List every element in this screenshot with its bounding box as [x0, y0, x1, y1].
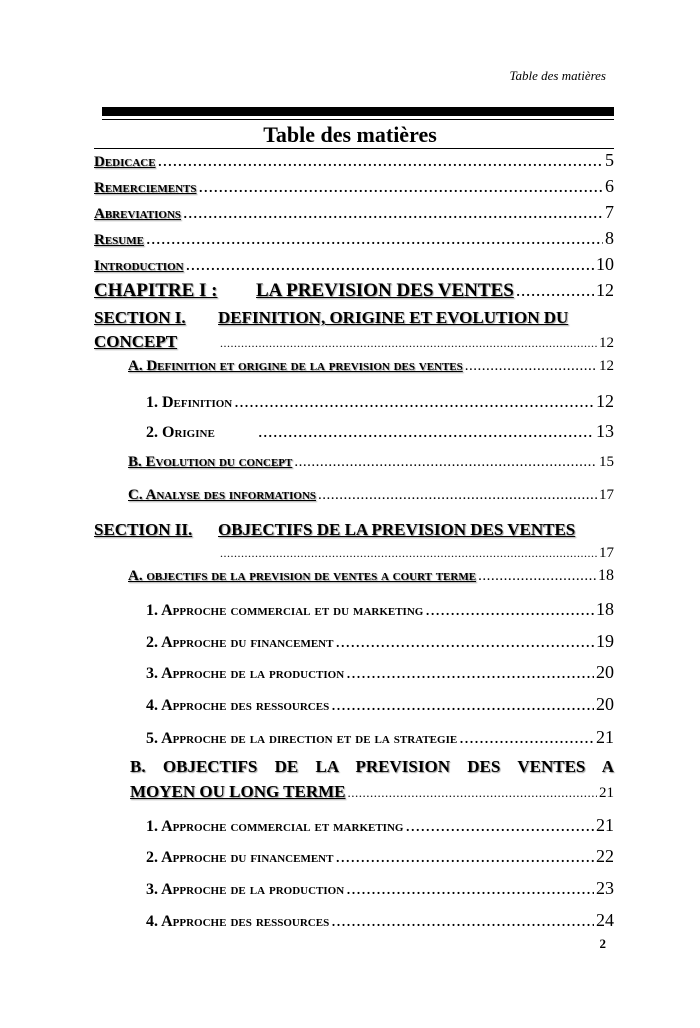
running-header: Table des matières — [509, 68, 606, 83]
toc-page: 6 — [605, 176, 614, 196]
toc-page: 23 — [596, 878, 614, 898]
toc-label-continued: MOYEN OU LONG TERME — [130, 782, 346, 801]
leader-dots — [331, 910, 594, 931]
toc-label-continued: CONCEPT — [94, 332, 178, 351]
leader-dots — [425, 599, 594, 620]
toc-page: 18 — [598, 567, 614, 584]
toc-page: 17 — [599, 545, 614, 561]
section-number: SECTION II. — [94, 520, 193, 539]
leader-dots — [220, 546, 597, 561]
toc-page: 18 — [596, 599, 614, 619]
toc-page: 15 — [599, 454, 614, 470]
toc-label: DEFINITION, ORIGINE ET EVOLUTION DU — [218, 308, 569, 327]
toc-page: 17 — [599, 487, 614, 503]
toc-entry-s2-b3[interactable] — [146, 878, 614, 899]
toc-entry-line-2 — [130, 782, 614, 802]
toc-page: 12 — [599, 358, 614, 374]
toc-label: 1. Approche commercial et marketing — [146, 818, 404, 835]
header-thin-rule — [102, 119, 614, 120]
leader-dots — [294, 454, 597, 471]
toc-entry-s2-b2[interactable] — [146, 846, 614, 867]
page-title: Table des matières — [263, 122, 437, 147]
toc-label: 4. Approche des ressources — [146, 697, 330, 714]
leader-dots — [348, 785, 597, 801]
leader-dots — [516, 280, 594, 301]
leader-dots — [346, 662, 594, 683]
toc-page: 12 — [599, 335, 614, 351]
toc-page: 8 — [605, 228, 614, 248]
toc-entry-s1-a[interactable] — [128, 358, 614, 375]
header-thick-rule — [102, 107, 614, 116]
toc-entry-s2-a2[interactable] — [146, 631, 614, 652]
leader-dots — [465, 358, 597, 375]
toc-entry-introduction[interactable] — [94, 254, 614, 275]
toc-label: 4. Approche des ressources — [146, 913, 330, 930]
leader-dots — [346, 878, 594, 899]
toc-entry-s1-a2[interactable] — [146, 421, 614, 442]
leader-dots — [331, 694, 594, 715]
toc-entry-line-1 — [130, 757, 614, 777]
toc-entry-dedicace[interactable] — [94, 150, 614, 171]
toc-entry-s2-b1[interactable] — [146, 815, 614, 836]
toc-label: 3. Approche de la production — [146, 881, 345, 898]
leader-dots — [335, 846, 594, 867]
toc-label: C. Analyse des informations — [128, 487, 317, 503]
toc-entry-s1-b[interactable] — [128, 454, 614, 471]
toc-entry-resume[interactable] — [94, 228, 614, 249]
toc-entry-chapitre-1[interactable] — [94, 280, 614, 302]
toc-entry-abreviations[interactable] — [94, 202, 614, 223]
toc-label: Abreviations — [94, 206, 182, 222]
toc-label: B. Evolution du concept — [128, 454, 293, 470]
toc-label: B. OBJECTIFS DE LA PREVISION DES VENTES A — [130, 757, 614, 776]
leader-dots — [335, 631, 594, 652]
toc-page: 20 — [596, 662, 614, 682]
leader-dots — [183, 202, 603, 223]
section-line-2 — [218, 545, 614, 562]
section-line-1 — [94, 520, 614, 540]
toc-page: 13 — [596, 421, 614, 441]
toc-entry-remerciements[interactable] — [94, 176, 614, 197]
toc-entry-s2-a3[interactable] — [146, 662, 614, 683]
toc-page: 20 — [596, 694, 614, 714]
toc-label: Dedicace — [94, 154, 156, 170]
toc-page: 21 — [596, 727, 614, 747]
leader-dots — [478, 568, 596, 585]
toc-page: 22 — [596, 846, 614, 866]
leader-dots — [220, 336, 597, 351]
toc-entry-s2-a5[interactable] — [146, 727, 614, 748]
toc-page: 24 — [596, 910, 614, 930]
toc-label: Resume — [94, 232, 144, 248]
toc-label: A. objectifs de la prevision de ventes a court terme — [128, 568, 477, 584]
toc-page: 12 — [596, 280, 614, 300]
title-rule — [94, 148, 614, 149]
leader-dots — [258, 421, 594, 442]
toc-label: 2. Approche du financement — [146, 634, 334, 651]
toc-page: 12 — [596, 391, 614, 411]
toc-entry-s2-b4[interactable] — [146, 910, 614, 931]
toc-page: 7 — [605, 202, 614, 222]
leader-dots — [234, 391, 594, 412]
toc-label: 1. Approche commercial et du marketing — [146, 602, 424, 619]
toc-page: 5 — [605, 150, 614, 170]
toc-label: OBJECTIFS DE LA PREVISION DES VENTES — [218, 520, 576, 539]
toc-label: 1. Definition — [146, 394, 233, 411]
chapter-number: CHAPITRE I : — [94, 280, 218, 301]
toc-page: 21 — [596, 815, 614, 835]
toc-label: 5. Approche de la direction et de la strategie — [146, 730, 458, 747]
toc-entry-s2-a1[interactable] — [146, 599, 614, 620]
toc-label: Remerciements — [94, 180, 197, 196]
toc-label: 3. Approche de la production — [146, 665, 345, 682]
toc-entry-s1-a1[interactable] — [146, 391, 614, 412]
leader-dots — [318, 487, 597, 504]
toc-label: A. Definition et origine de la prevision des ventes — [128, 358, 463, 374]
section-line-2 — [94, 332, 614, 352]
toc-label: 2. Approche du financement — [146, 849, 334, 866]
leader-dots — [186, 254, 594, 275]
toc-page: 21 — [599, 785, 614, 801]
toc-entry-s1-c[interactable] — [128, 487, 614, 504]
leader-dots — [459, 727, 594, 748]
toc-entry-s2-a[interactable] — [128, 567, 614, 585]
page-number: 2 — [599, 936, 606, 951]
toc-entry-s2-a4[interactable] — [146, 694, 614, 715]
toc-page: 19 — [596, 631, 614, 651]
leader-dots — [405, 815, 594, 836]
section-line-1 — [94, 308, 614, 328]
toc-label: LA PREVISION DES VENTES — [256, 280, 514, 301]
leader-dots — [199, 176, 603, 197]
leader-dots — [146, 228, 603, 249]
toc-label: Introduction — [94, 258, 184, 274]
section-number: SECTION I. — [94, 308, 186, 327]
leader-dots — [158, 150, 603, 171]
toc-page: 10 — [596, 254, 614, 274]
toc-label: 2. Origine — [146, 424, 215, 441]
